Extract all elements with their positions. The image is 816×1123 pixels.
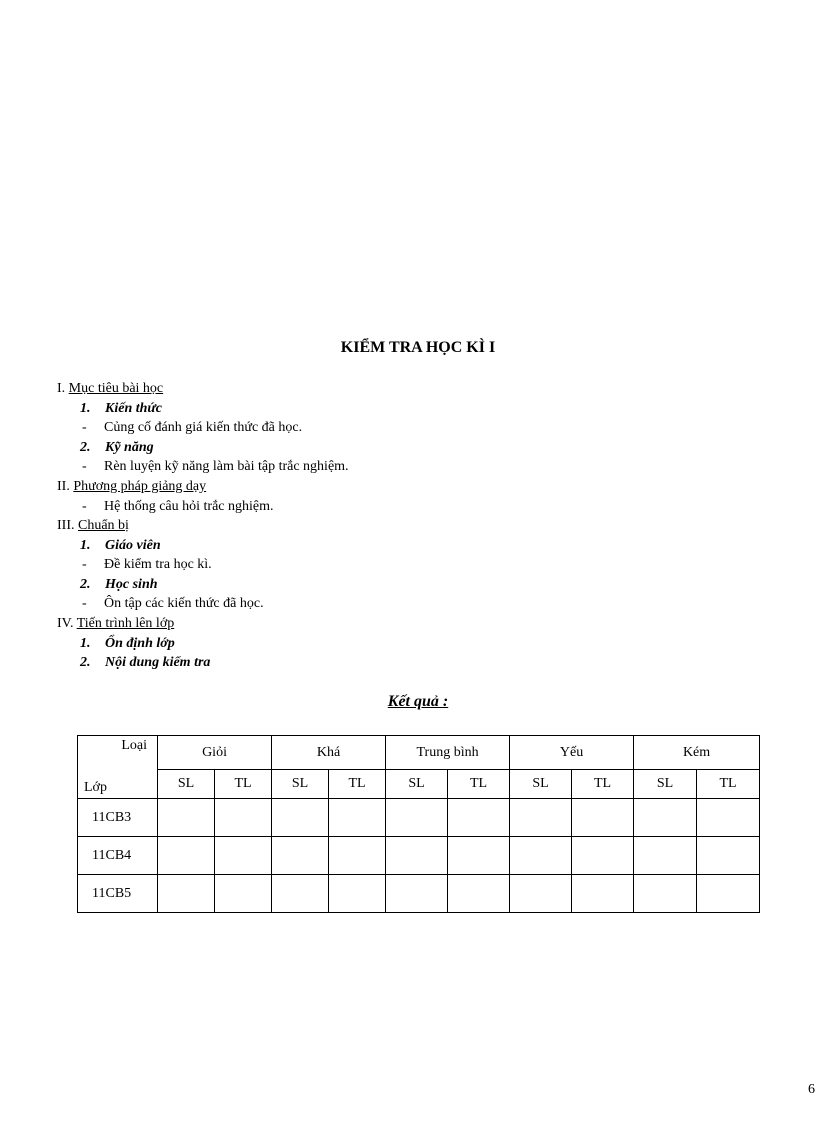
list-item-text: Rèn luyện kỹ năng làm bài tập trắc nghiệm. xyxy=(104,459,349,474)
subsection-4-2 xyxy=(80,655,210,671)
data-cell xyxy=(572,799,634,837)
section-4-heading xyxy=(57,616,174,632)
data-cell xyxy=(329,799,386,837)
data-cell xyxy=(215,875,272,913)
page-title: KIỂM TRA HỌC KÌ I xyxy=(340,339,496,356)
data-cell xyxy=(634,875,697,913)
subsection-3-1-label: Giáo viên xyxy=(105,538,161,553)
data-cell xyxy=(572,875,634,913)
list-item xyxy=(82,596,264,612)
section-2-heading xyxy=(57,479,206,495)
subsection-3-2 xyxy=(80,577,158,593)
subsection-1-2-label: Kỹ năng xyxy=(105,440,154,455)
data-cell xyxy=(697,837,760,875)
data-cell xyxy=(634,799,697,837)
section-1-number: I. xyxy=(57,381,66,396)
bullet-dash: - xyxy=(82,596,87,611)
subsection-1-2 xyxy=(80,440,154,456)
section-3-number: III. xyxy=(57,518,75,533)
subsection-1-1 xyxy=(80,401,162,417)
subsection-1-1-number: 1. xyxy=(80,401,91,416)
list-item xyxy=(82,459,349,475)
data-cell xyxy=(329,875,386,913)
sub-header-sl: SL xyxy=(386,770,448,799)
section-2-number: II. xyxy=(57,479,70,494)
data-cell xyxy=(386,837,448,875)
table-subheader-row xyxy=(78,770,760,799)
table-header-row xyxy=(78,736,760,770)
section-2-label: Phương pháp giảng dạy xyxy=(73,479,207,494)
section-4-label: Tiến trình lên lớp xyxy=(76,616,175,631)
sub-header-tl: TL xyxy=(572,770,634,799)
subsection-4-2-label: Nội dung kiểm tra xyxy=(105,655,211,670)
bullet-dash: - xyxy=(82,420,87,435)
sub-header-tl: TL xyxy=(697,770,760,799)
sub-header-sl: SL xyxy=(272,770,329,799)
subsection-4-2-number: 2. xyxy=(80,655,91,670)
subsection-1-2-number: 2. xyxy=(80,440,91,455)
data-cell xyxy=(448,799,510,837)
list-item-text: Hệ thống câu hỏi trắc nghiệm. xyxy=(104,499,274,514)
corner-label-lop: Lớp xyxy=(84,780,107,795)
data-cell xyxy=(448,875,510,913)
bullet-dash: - xyxy=(82,557,87,572)
data-cell xyxy=(272,837,329,875)
table-row xyxy=(78,799,760,837)
result-heading: Kết quả : xyxy=(387,693,449,710)
data-cell xyxy=(272,875,329,913)
data-cell xyxy=(510,837,572,875)
list-item-text: Đề kiểm tra học kì. xyxy=(104,557,212,572)
subsection-1-1-label: Kiến thức xyxy=(105,401,163,416)
data-cell xyxy=(634,837,697,875)
list-item xyxy=(82,557,212,573)
results-table xyxy=(77,735,760,913)
bullet-dash: - xyxy=(82,459,87,474)
sub-header-sl: SL xyxy=(634,770,697,799)
data-cell xyxy=(697,799,760,837)
sub-header-sl: SL xyxy=(510,770,572,799)
section-4-number: IV. xyxy=(57,616,74,631)
section-3-label: Chuẩn bị xyxy=(78,518,129,533)
data-cell xyxy=(158,875,215,913)
subsection-3-2-number: 2. xyxy=(80,577,91,592)
data-cell xyxy=(448,837,510,875)
sub-header-tl: TL xyxy=(448,770,510,799)
page-number: 6 xyxy=(808,1082,815,1097)
subsection-3-2-label: Học sinh xyxy=(105,577,158,592)
list-item-text: Ôn tập các kiến thức đã học. xyxy=(104,596,264,611)
sub-header-tl: TL xyxy=(329,770,386,799)
bullet-dash: - xyxy=(82,499,87,514)
list-item-text: Củng cố đánh giá kiến thức đã học. xyxy=(104,420,303,435)
class-cell: 11CB4 xyxy=(78,837,158,875)
category-header: Giỏi xyxy=(158,736,272,770)
category-header: Yếu xyxy=(510,736,634,770)
data-cell xyxy=(510,799,572,837)
data-cell xyxy=(215,799,272,837)
table-row xyxy=(78,875,760,913)
data-cell xyxy=(158,799,215,837)
data-cell xyxy=(510,875,572,913)
list-item xyxy=(82,420,302,436)
data-cell xyxy=(386,799,448,837)
class-cell: 11CB3 xyxy=(78,799,158,837)
data-cell xyxy=(697,875,760,913)
sub-header-sl: SL xyxy=(158,770,215,799)
category-header: Khá xyxy=(272,736,386,770)
subsection-3-1-number: 1. xyxy=(80,538,91,553)
corner-label-loai: Loại xyxy=(121,738,147,753)
class-cell: 11CB5 xyxy=(78,875,158,913)
data-cell xyxy=(215,837,272,875)
subsection-4-1-number: 1. xyxy=(80,636,91,651)
data-cell xyxy=(386,875,448,913)
data-cell xyxy=(158,837,215,875)
list-item xyxy=(82,499,274,515)
section-1-heading xyxy=(57,381,163,397)
data-cell xyxy=(572,837,634,875)
table-row xyxy=(78,837,760,875)
table-corner-cell xyxy=(78,736,158,799)
subsection-4-1 xyxy=(80,636,175,652)
sub-header-tl: TL xyxy=(215,770,272,799)
subsection-3-1 xyxy=(80,538,161,554)
category-header: Trung bình xyxy=(386,736,510,770)
section-1-label: Mục tiêu bài học xyxy=(68,381,164,396)
data-cell xyxy=(272,799,329,837)
subsection-4-1-label: Ổn định lớp xyxy=(105,636,175,651)
category-header: Kém xyxy=(634,736,760,770)
section-3-heading xyxy=(57,518,129,534)
data-cell xyxy=(329,837,386,875)
